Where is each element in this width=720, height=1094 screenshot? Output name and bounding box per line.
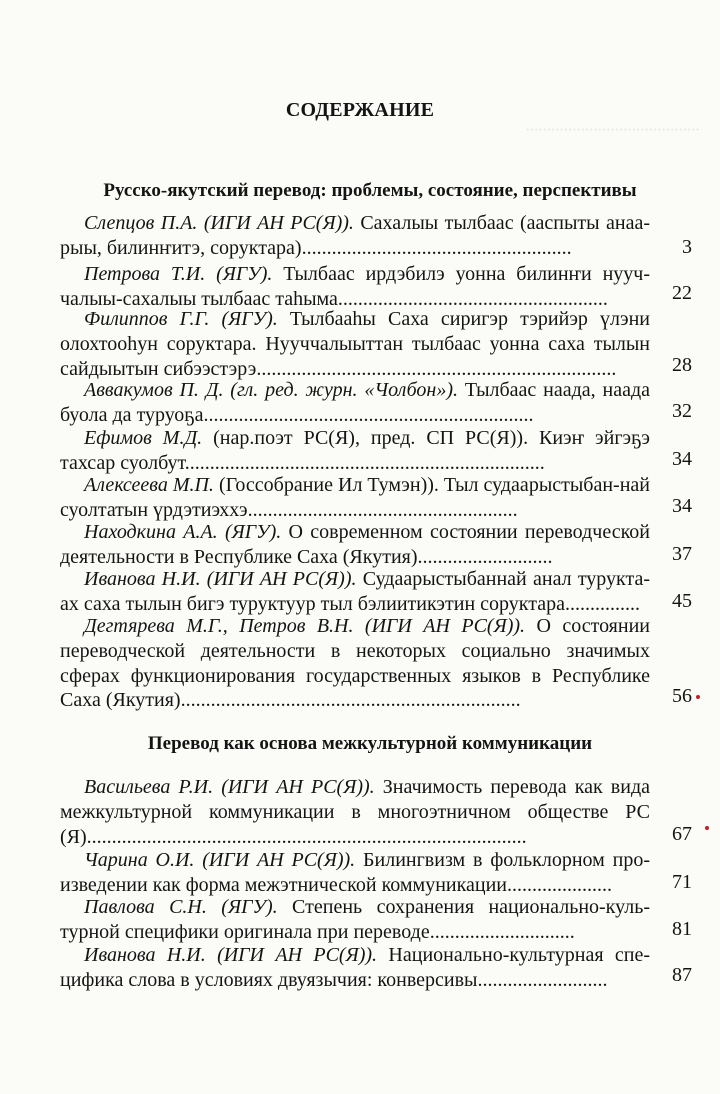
section-heading-1: Русско-якутский перевод: проблемы, состояние, перспективы <box>103 180 637 201</box>
entry-page-number: 34 <box>672 448 692 470</box>
entry-author: Слепцов П.А. (ИГИ АН РС(Я)). <box>84 212 354 234</box>
entry-author: Находкина А.А. (ЯГУ). <box>84 521 282 543</box>
entry-title: (Госсобрание Ил Тумэн)). Тыл судаарыстыбан-най суолтатын үрдэтиэххэ...................................................... <box>60 474 651 521</box>
entry-author: Иванова Н.И. (ИГИ АН РС(Я)). <box>84 944 378 966</box>
entry-author: Дегтярева М.Г., Петров В.Н. (ИГИ АН РС(Я)). <box>84 615 526 637</box>
entry-page-number: 56 <box>672 685 692 707</box>
entry-page-number: 28 <box>672 354 692 376</box>
entry-author: Иванова Н.И. (ИГИ АН РС(Я)). <box>84 568 357 590</box>
entry-page-number: 81 <box>672 918 692 940</box>
toc-entry <box>60 307 650 381</box>
entry-title: Билингвизм в фольклорном про-изведении как форма межэтнической коммуникации..................... <box>60 849 650 896</box>
pen-mark <box>696 695 700 699</box>
entry-author: Алексеева М.П. <box>84 474 214 496</box>
entry-title: Сахалыы тылбаас (ааспыты анаа-рыы, билинҥитэ, соруктара)...................................................... <box>60 212 650 259</box>
toc-entry <box>60 473 650 523</box>
entry-title: Национально-культурная спе-цифика слова в условиях двуязычия: конверсивы.......................... <box>60 944 651 991</box>
page-title: СОДЕРЖАНИЕ <box>285 99 435 121</box>
section-heading-2: Перевод как основа межкультурной коммуникации <box>147 733 593 754</box>
entry-title: О современном состоянии переводческой деятельности в Республике Саха (Якутия)........................... <box>60 521 651 568</box>
entry-author: Петрова Т.И. (ЯГУ). <box>84 263 273 285</box>
toc-entry <box>60 895 650 945</box>
entry-page-number: 32 <box>672 400 692 422</box>
toc-entry <box>60 520 650 570</box>
entry-author: Филиппов Г.Г. (ЯГУ). <box>84 308 278 330</box>
entry-page-number: 71 <box>672 871 692 893</box>
entry-title: Судаарыстыбаннай анал турукта-ах саха тылын бигэ туруктуур тыл бэлиитикэтин соруктара............... <box>60 568 651 615</box>
entry-page-number: 34 <box>672 495 692 517</box>
toc-entry <box>60 775 650 849</box>
toc-entry <box>60 848 650 898</box>
toc-entry <box>60 262 650 312</box>
bleed-through-text: ········································· <box>525 120 700 139</box>
toc-entry <box>60 614 650 713</box>
entry-page-number: 22 <box>672 282 692 304</box>
entry-title: Тылбаас ирдэбилэ уонна билинҥи нууч-чалыы-сахалыы тылбаас таһыма...................................................... <box>60 263 650 310</box>
toc-entry <box>60 567 650 617</box>
pen-mark <box>705 826 709 830</box>
entry-author: Васильева Р.И. (ИГИ АН РС(Я)). <box>84 776 375 798</box>
toc-entry <box>60 426 650 476</box>
entry-page-number: 37 <box>672 543 692 565</box>
entry-title: О состоянии переводческой деятельности в некоторых социально значимых сферах функционирования государственных языков в Республике Саха (Якутия).................................................................... <box>60 615 650 712</box>
entry-title: (нар.поэт РС(Я), пред. СП РС(Я)). Киэҥ эйгэҕэ тахсар суолбут........................................................................ <box>60 427 650 474</box>
toc-entry <box>60 378 650 428</box>
entry-page-number: 45 <box>672 590 692 612</box>
entry-page-number: 87 <box>672 964 692 986</box>
entry-author: Павлова С.Н. (ЯГУ). <box>84 896 278 918</box>
toc-entry <box>60 211 650 261</box>
entry-author: Аввакумов П. Д. (гл. ред. журн. «Чолбон»). <box>84 379 459 401</box>
entry-title: Степень сохранения национально-куль-турной специфики оригинала при переводе............................. <box>60 896 651 943</box>
entry-title: Значимость перевода как вида межкультурной коммуникации в многоэтничном обществе РС (Я)........................................................................................ <box>60 776 651 848</box>
entry-page-number: 3 <box>682 236 692 258</box>
entry-title: Тылбааһы Саха сиригэр тэрийэр үлэни олохтооһун соруктара. Нууччалыыттан тылбаас уонна саха тылын сайдыытын сибээстэрэ........................................................................ <box>60 308 650 380</box>
toc-entry <box>60 943 650 993</box>
entry-author: Ефимов М.Д. <box>84 427 203 449</box>
entry-page-number: 67 <box>672 823 692 845</box>
entry-title: Тылбаас наада, наада буола да туруоҕа.................................................................. <box>60 379 651 426</box>
entry-author: Чарина О.И. (ИГИ АН РС(Я)). <box>84 849 356 871</box>
